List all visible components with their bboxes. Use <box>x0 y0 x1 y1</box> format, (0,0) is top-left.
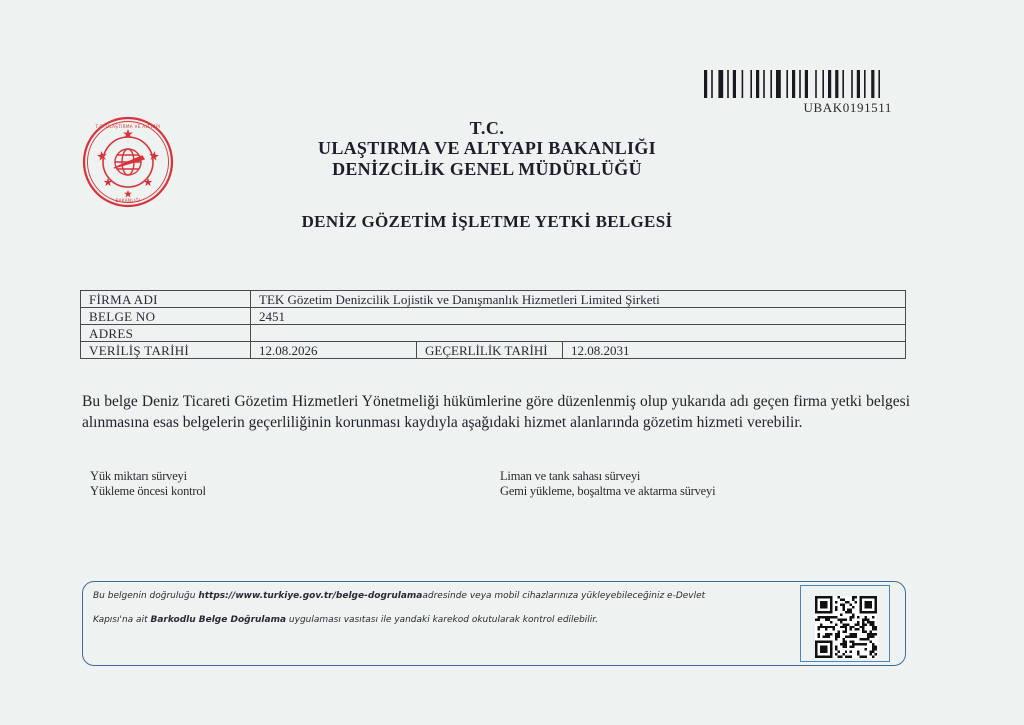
verification-text: uygulaması vasıtası ile yandaki karekod okutularak kontrol edilebilir. <box>286 615 599 625</box>
address-value <box>251 325 906 342</box>
verification-line-1 <box>93 591 705 601</box>
address-label: ADRES <box>81 325 251 342</box>
header-directorate: DENİZCİLİK GENEL MÜDÜRLÜĞÜ <box>332 159 642 179</box>
service-item: Yükleme öncesi kontrol <box>90 484 206 498</box>
validity-date-value: 12.08.2031 <box>563 342 906 359</box>
svg-text:T.C. ULAŞTIRMA VE ALTYAPI: T.C. ULAŞTIRMA VE ALTYAPI <box>95 124 161 129</box>
table-row <box>81 291 906 308</box>
table-row <box>81 342 906 359</box>
certificate-info-table <box>80 290 906 359</box>
firm-name-value: TEK Gözetim Denizcilik Lojistik ve Danışmanlık Hizmetleri Limited Şirketi <box>251 291 906 308</box>
barcode-icon <box>704 70 892 98</box>
verification-line-2 <box>93 615 598 625</box>
verification-text: adresinde veya mobil cihazlarınıza yükleyebileceğiniz e-Devlet <box>422 591 706 601</box>
svg-text:BAKANLIĞI: BAKANLIĞI <box>115 198 141 203</box>
verification-text: Bu belgenin doğruluğu <box>93 591 199 601</box>
header-tc: T.C. <box>469 118 505 138</box>
service-item: Yük miktarı sürveyi <box>90 469 187 483</box>
verification-text: Kapısı'na ait <box>93 615 151 625</box>
validity-date-label: GEÇERLİLİK TARİHİ <box>417 342 563 359</box>
cert-no-value: 2451 <box>251 308 906 325</box>
header-ministry: ULAŞTIRMA VE ALTYAPI BAKANLIĞI <box>318 138 656 158</box>
verification-url-link[interactable]: https://www.turkiye.gov.tr/belge-dogrulama <box>198 591 423 601</box>
qr-code-frame <box>800 585 890 662</box>
statement-line-2: belgesi alınmasına esas belgelerin geçerliliğinin korunması kaydıyla aşağıdaki hizmet alanlarında gözetim hizmeti verebilir. <box>82 393 910 431</box>
firm-name-label: FİRMA ADI <box>81 291 251 308</box>
barcode-verification-app-name: Barkodlu Belge Doğrulama <box>150 615 287 625</box>
barcode-number: UBAK0191511 <box>803 100 892 115</box>
document-title: DENİZ GÖZETİM İŞLETME YETKİ BELGESİ <box>301 212 673 231</box>
service-item: Gemi yükleme, boşaltma ve aktarma sürveyi <box>500 484 716 498</box>
qr-code-icon[interactable] <box>815 596 877 658</box>
issue-date-label: VERİLİŞ TARİHİ <box>81 342 251 359</box>
verification-box <box>82 581 906 666</box>
certificate-statement <box>82 391 910 433</box>
statement-line-1: Bu belge Deniz Ticareti Gözetim Hizmetleri Yönetmeliği hükümlerine göre düzenlenmiş olup yukarıda adı geçen firma yetki <box>82 393 862 410</box>
table-row <box>81 308 906 325</box>
table-row <box>81 325 906 342</box>
service-item: Liman ve tank sahası sürveyi <box>500 469 641 483</box>
cert-no-label: BELGE NO <box>81 308 251 325</box>
issue-date-value: 12.08.2026 <box>251 342 417 359</box>
